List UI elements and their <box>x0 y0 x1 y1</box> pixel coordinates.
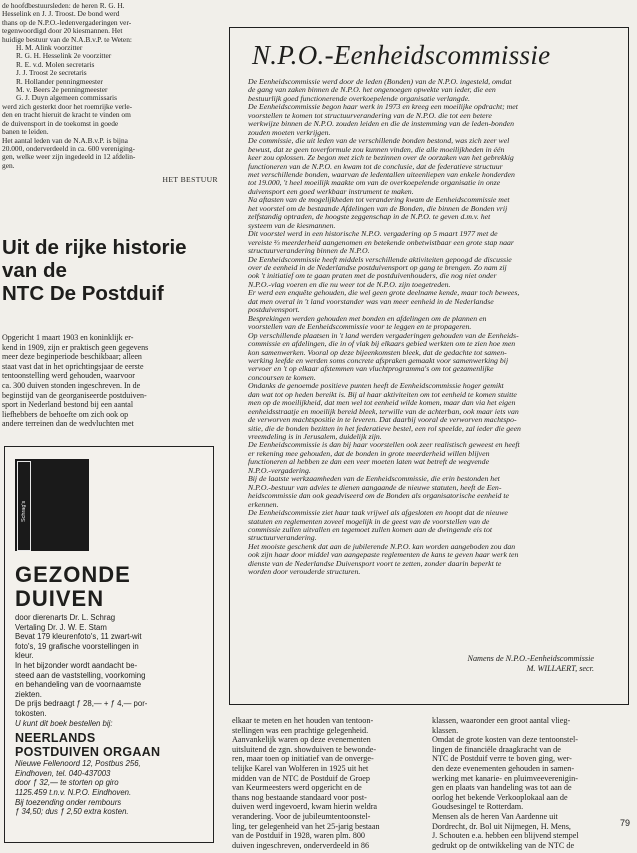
ad-title <box>15 563 131 611</box>
text-line: dat men overal in 't land voorstander was van meer eenheid in de Nederlandse <box>248 297 494 306</box>
text-line: zouden moeten verkrijgen. <box>248 128 331 137</box>
text-line: sitie, die de bonden bezitten in het federatieve bestel, een rol speelde, zal ieder die geen <box>248 424 521 433</box>
text-line: Het mooiste geschenk dat aan de jubilerende N.P.O. kan worden aangeboden zou dan <box>248 542 516 551</box>
text-line: ook zijn haar door middel van aangepaste reglementen de kans te geven haar werk ten <box>248 551 519 560</box>
text-line: foto's, 19 grafische voorstellingen in <box>15 641 139 651</box>
address-line: Eindhoven, tel. 040-437003 <box>15 768 111 778</box>
text-line: tot 19.000, 't heel moeilijk maakte om van de overkoepelende organisatie in onze <box>248 179 501 188</box>
npo-body <box>248 78 618 577</box>
history-column-2 <box>232 716 422 850</box>
text-line: Mensen als de heren Van Aardenne uit <box>432 811 558 821</box>
title-line: NTC De Postduif <box>2 282 164 305</box>
member-line: R. E. v.d. Molen secretaris <box>16 60 95 69</box>
npo-article-box <box>229 27 629 705</box>
text-line: gen en plaats van handeling was tot aan de <box>432 783 572 793</box>
text-line: klassen, waaronder een groot aantal vlieg- <box>432 716 571 725</box>
bestuur-intro <box>2 2 218 44</box>
address-line: 1125.459 t.n.v. N.P.O. Eindhoven. <box>15 787 132 797</box>
text-line: N.P.O.-bestuur van advies te dienen aangaande de nieuwe statuten, heeft de Een- <box>248 483 502 492</box>
text-line: ca. 300 duiven stonden ingeschreven. In de <box>2 380 141 390</box>
text-line: duiven ingeschreven, onderverdeeld in 86 <box>232 840 370 850</box>
history-body <box>2 333 220 429</box>
text-line: werkwijze binnen de N.P.O. zouden leiden en die de instemming van de leden-bonden <box>248 120 514 129</box>
text-line: telijke Karel van Wolferen in 1925 uit het <box>232 763 369 773</box>
text-line: thans op de N.P.O.-ledenvergaderingen ver- <box>2 18 132 27</box>
text-line: N.P.O.-vlag voeren en die nu weer tot de N.P.O. zijn toegetreden. <box>248 280 451 289</box>
text-line: Op verschillende plaatsen in 't land werden vergaderingen gehouden van de Eenheids- <box>248 331 519 340</box>
ad-address <box>15 759 207 817</box>
text-line: kon samenwerken. Vooral op deze bijeenkomsten bleek, dat de gedachte tot samen- <box>248 348 507 357</box>
text-line: van de Postduif in 1928, waren plm. 800 <box>232 831 366 841</box>
text-line: de gang van zaken binnen de N.P.O. het ongenoegen opwekte van ieder, die een <box>248 86 496 95</box>
text-line: over de eenheid in de Nederlandse postduivensport op gang te brengen. Zo nam zij <box>248 263 507 272</box>
text-line: gen. <box>2 161 15 170</box>
member-line: G. J. Duyn algemeen commissaris <box>16 94 117 103</box>
text-line: bewust, dat ze geen toverformule zou kunnen vinden, die alle moeilijkheden in één <box>248 145 505 154</box>
text-line: van Keurmeesters werd opgericht en de <box>232 783 362 793</box>
text-line: meer deze beginperiode beschikbaar; alleen <box>2 352 142 362</box>
text-line: staat vast dat in het oprichtingsjaar de eerste <box>2 361 144 371</box>
text-line: en behandeling van de voornaamste <box>15 680 142 690</box>
text-line: gen, welke weer zijn ingedeeld in 12 afdelin- <box>2 153 136 162</box>
signature-line: M. WILLAERT, secr. <box>526 664 594 673</box>
text-line: beginstijd van de georganiseerde postduiven- <box>2 390 147 400</box>
book-advertisement <box>4 446 214 843</box>
text-line: Bevat 179 kleurenfoto's, 11 zwart-wit <box>15 632 142 642</box>
text-line: statuten en reglementen zoveel mogelijk in de geest van de voorstellen van de <box>248 517 490 526</box>
text-line: De prijs bedraagt ƒ 28,— + ƒ 4,— por- <box>15 699 148 709</box>
text-line: postduivensport. <box>248 306 300 315</box>
text-line: uitsluitend de zgn. showduiven te bewonde- <box>232 744 377 754</box>
text-line: ling, ter gelegenheid van het 25-jarig bestaan <box>232 821 380 831</box>
text-line: functioneren van de N.P.O. en kwam tot de conclusie, dat de federatieve structuur <box>248 162 503 171</box>
text-line: De Eenheidscommissie is dan bij haar voorstellen ook zeer realistisch geweest en heeft <box>248 441 520 450</box>
member-line: R. Hollander penningmeester <box>16 77 103 86</box>
text-line: worden door verouderde structuren. <box>248 568 361 577</box>
address-line: Bij toezending onder rembours <box>15 797 122 807</box>
text-line: heidscommissie dan ook geadviseerd om de Bonden als organisatorische eenheid te <box>248 492 509 501</box>
text-line: de verworven machtspositie in te leveren. Dat daarbij vooral de verworven machtspo- <box>248 416 517 425</box>
member-line: J. J. Troost 2e secretaris <box>16 69 87 78</box>
text-line: De Eenheidscommissie heeft middels verschillende aktiviteiten gepoogd de discussie <box>248 255 512 264</box>
text-line: dienste van de Nederlandse Duivensport voort te zetten, zonder daarin beperkt te <box>248 559 502 568</box>
text-line: andere terreinen dan de wedvluchten met <box>2 419 134 429</box>
text-line: oorlog het bekende Verkooplokaal aan de <box>432 792 568 802</box>
text-line: J. Schouten e.a. hebben een blijvend stempel <box>432 831 579 841</box>
text-line: den deze evenementen gehouden in samen- <box>432 763 575 773</box>
book-spine-label: Schrag's <box>21 500 27 522</box>
text-line: NTC de Postduif verre te boven ging, wer- <box>432 754 572 764</box>
title-line: DUIVEN <box>15 586 105 611</box>
text-line: vreemdeling is in Jerusalem, duidelijk zijn. <box>248 433 382 442</box>
book-spine <box>17 461 31 551</box>
text-line: Opgericht 1 maart 1903 en koninklijk er- <box>2 333 134 342</box>
bestuur-closing <box>2 103 218 170</box>
text-line: thans nog bestaande standaard voor post- <box>232 792 367 802</box>
text-line: De Eenheidscommissie ziet haar taak vrijwel als afgesloten en hoopt dat de nieuwe <box>248 509 508 518</box>
text-line: voorstellen te komen tot structuurverandering van de N.P.O. die tot een betere <box>248 111 492 120</box>
text-line: 20.000, onderverdeeld in ca. 600 vereniging- <box>2 144 135 153</box>
text-line: klassen. <box>432 725 459 735</box>
text-line: kleur. <box>15 651 34 661</box>
text-line: tokosten. <box>15 708 47 718</box>
member-line: M. v. Beers 2e penningmeester <box>16 86 108 95</box>
text-line: Dordrecht, dr. Bol uit Nijmegen, H. Mens, <box>432 821 571 831</box>
text-line: Besprekingen werden gehouden met bonden en afdelingen om de plannen en <box>248 314 487 323</box>
ad-order-line: U kunt dit boek bestellen bij: <box>15 718 113 728</box>
title-line: GEZONDE <box>15 562 131 587</box>
text-line: structuurverandering binnen de N.P.O. <box>248 247 370 256</box>
title-line: Uit de rijke historie <box>2 236 187 259</box>
text-line: lingen de financiële draagkracht van de <box>432 744 561 754</box>
bestuur-signature: HET BESTUUR <box>162 176 218 185</box>
ad-description <box>15 613 207 719</box>
publisher-line: POSTDUIVEN ORGAAN <box>15 745 161 760</box>
text-line: commissie zullen uitvallen en tegemoet zullen komen aan de dwingende eis tot <box>248 526 493 535</box>
npo-signature <box>467 654 594 674</box>
text-line: De Eenheidscommissie begon haar werk in 1973 en kreeg een moeilijke opdracht; met <box>248 103 518 112</box>
text-line: Na aftasten van de mogelijkheden tot verandering kwam de Eenheidscommissie met <box>248 196 510 205</box>
text-line: Ondanks de genoemde positieve punten heeft de Eenheidscommissie hoger gemikt <box>248 382 504 391</box>
text-line: de duivensport in de toekomst in goede <box>2 119 119 128</box>
text-line: vereiste ⅔ meerderheid aangenomen en betekende onbetwistbaar een grote stap naar <box>248 238 514 247</box>
text-line: werking leefde en werden soms concrete afspraken gemaakt voor samenwerking bij <box>248 356 509 365</box>
text-line: den en tracht hieruit de kracht te vinden om <box>2 111 131 120</box>
text-line: Er werd een enquête gehouden, die wel geen grote deelname kende, maar toch bewees, <box>248 289 520 298</box>
text-line: Het aantal leden van de N.A.B.v.P. is bijna <box>2 136 128 145</box>
text-line: tentoonstelling werd gehouden, waarvoor <box>2 371 135 381</box>
address-line: ƒ 34,50; dus ƒ 2,50 extra kosten. <box>15 807 129 817</box>
text-line: er rekening mee gehouden, dat de bonden in grote meerderheid willen blijven <box>248 449 490 458</box>
member-line: R. G. H. Hesselink 2e voorzitter <box>16 52 112 61</box>
text-line: de hoofdbestuursleden: de heren R. G. H. <box>2 2 125 10</box>
text-line: commissie en afdelingen, die in of vlak bij elkaars gebied werkten om te zien hoe men <box>248 340 516 349</box>
text-line: ook 't initiatief om te gaan praten met de postduivenhouders, die nog niet onder <box>248 272 497 281</box>
history-title <box>2 236 220 305</box>
text-line: Dit voorstel werd in een historische N.P.O. vergadering op 5 maart 1977 met de <box>248 230 498 239</box>
npo-title: N.P.O.-Eenheidscommissie <box>252 40 551 70</box>
text-line: vervoer en 't op elkaar afstemmen van vluchtprogramma's om tot gezamenlijke <box>248 365 494 374</box>
text-line: systeem van de kiesmannen. <box>248 221 336 230</box>
bestuur-members <box>2 44 218 103</box>
text-line: functioneren al hebben ze dan een veer moeten laten wat betreft de wegvende <box>248 458 490 467</box>
text-line: tegenwoordigd door 20 kiesmannen. Het <box>2 27 123 36</box>
text-line: erkennen. <box>248 500 279 509</box>
page-number: 79 <box>620 818 631 828</box>
text-line: eenheidsstraatje en moeilijk bereid bleek, terwille van de achterban, ook maar iets van <box>248 407 519 416</box>
text-line: het voorstel om de bestaande Afdelingen van de Bonden, die binnen de Bonden vrij <box>248 204 508 213</box>
text-line: gedrukt op de ontwikkeling van de NTC de <box>432 840 575 850</box>
book-cover-image <box>15 459 89 551</box>
text-line: duiven werd ingevoerd, kwam hierin weldra <box>232 802 378 812</box>
text-line: Hesselink en J. J. Troost. De bond werd <box>2 10 120 19</box>
signature-line: Namens de N.P.O.-Eenheidscommissie <box>467 654 594 663</box>
text-line: De Eenheidscommissie werd door de leden (Bonden) van de N.P.O. ingesteld, omdat <box>248 78 512 86</box>
text-line: Vertaling Dr. J. W. E. Stam <box>15 622 107 632</box>
text-line: verandering. Voor de jubileumtentoonstel- <box>232 811 371 821</box>
text-line: banen te leiden. <box>2 128 49 137</box>
text-line: midden van de NTC de Postduif de Groep <box>232 773 371 783</box>
text-line: keer zou oplossen. Ze begon met zich te bezinnen over de oorzaken van het gebrekkig <box>248 154 514 163</box>
address-line: Nieuwe Fellenoord 12, Postbus 256, <box>15 759 141 769</box>
text-line: sport in Nederland bestond bij een aantal <box>2 400 134 410</box>
text-line: steed aan de vaststelling, voorkoming <box>15 670 146 680</box>
text-line: Goudsesingel te Rotterdam. <box>432 802 524 812</box>
text-line: Aanvankelijk waren op deze evenementen <box>232 735 371 745</box>
text-line: werd zich gesterkt door het roemrijke verle- <box>2 102 133 111</box>
text-line: bestuurlijk goed functionerende overkoepelende organisatie verlangde. <box>248 94 471 103</box>
text-line: Omdat de grote kosten van deze tentoonstel- <box>432 735 578 745</box>
text-line: concoursen te komen. <box>248 373 316 382</box>
text-line: zelfstandig optraden, de hoogste zeggenschap in de N.P.O. te geven d.m.v. het <box>248 213 491 222</box>
text-line: werking met kanarie- en pluimveeverenigin- <box>432 773 578 783</box>
text-line: stellingen was een prachtige gelegenheid. <box>232 725 369 735</box>
ad-body <box>15 613 207 817</box>
text-line: door dierenarts Dr. L. Schrag <box>15 613 116 622</box>
text-line: huidige bestuur van de N.A.B.v.P. te Weten: <box>2 35 132 44</box>
bestuur-section <box>2 2 218 185</box>
history-column-3 <box>432 716 622 850</box>
text-line: voorstellen van de Eenheidscommissie voor te leggen en te propageren. <box>248 323 472 332</box>
publisher-line: NEERLANDS <box>15 731 96 746</box>
text-line: elkaar te meten en het houden van tentoon- <box>232 716 374 725</box>
text-line: structuurverandering. <box>248 534 317 543</box>
text-line: met verschillende bonden, waarvan de ledentallen uiteenliepen van enkele honderden <box>248 170 515 179</box>
text-line: kend in 1909, zijn er praktisch geen gegevens <box>2 342 149 352</box>
member-line: H. M. Alink voorzitter <box>16 44 83 53</box>
text-line: In het bijzonder wordt aandacht be- <box>15 660 138 670</box>
text-line: dan wat tot op heden bereikt is. Bij al haar aktiviteiten om tot eenheid te komen stuitte <box>248 390 517 399</box>
text-line: ziekten. <box>15 689 42 699</box>
text-line: Bij de laatste werkzaamheden van de Eenheidscommissie, die erin bestonden het <box>248 475 500 484</box>
address-line: door ƒ 32,— te storten op giro <box>15 778 119 788</box>
text-line: men op de moeilijkheid, dat men wel tot eenheid wilde komen, maar dan via het eigen <box>248 399 516 408</box>
ad-publisher <box>15 731 207 759</box>
text-line: De commissie, die uit leden van de verschillende bonden bestond, was zich zeer wel <box>248 137 510 146</box>
title-line: van de <box>2 259 67 282</box>
text-line: liefhebbers de behoefte om zich ook op <box>2 409 129 419</box>
text-line: duivensport een goed werkbaar instrument te maken. <box>248 187 414 196</box>
text-line: N.P.O.-vergadering. <box>248 466 311 475</box>
text-line: ren, maar toen op initiatief van de onverge- <box>232 754 374 764</box>
